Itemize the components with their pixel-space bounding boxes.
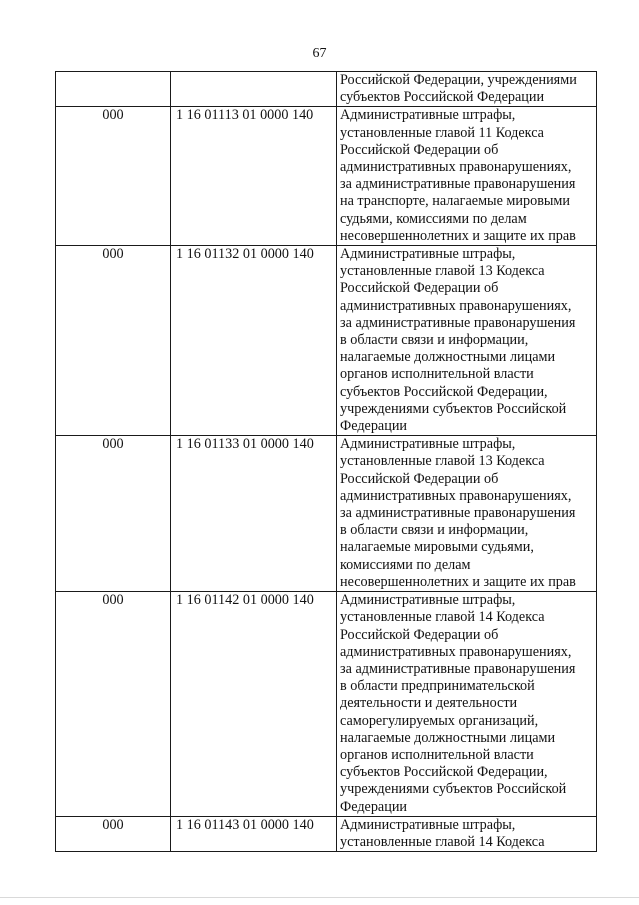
admin-code-cell: 000 <box>56 592 171 817</box>
revenue-name-cell <box>337 436 597 592</box>
revenue-name-line: в области предпринимательской <box>340 678 535 695</box>
revenue-name-line: Российской Федерации об <box>340 470 499 487</box>
revenue-name-line: налагаемые должностными лицами <box>340 349 556 366</box>
revenue-name-line: за административные правонарушения <box>340 660 576 677</box>
revenue-name-line: в области связи и информации, <box>340 332 529 349</box>
revenue-name-line: субъектов Российской Федерации, <box>340 383 548 400</box>
revenue-name-line: Федерации <box>340 418 408 435</box>
revenue-name-line: за административные правонарушения <box>340 176 576 193</box>
revenue-name-line: саморегулируемых организаций, <box>340 712 539 729</box>
revenue-name-line: Российской Федерации об <box>340 280 499 297</box>
revenue-name-line: комиссиями по делам <box>340 556 471 573</box>
kbk-code-cell: 1 16 01142 01 0000 140 <box>171 592 337 817</box>
table-row <box>56 246 597 436</box>
revenue-name-line: установленные главой 11 Кодекса <box>340 124 544 141</box>
revenue-name-line: учреждениями субъектов Российской <box>340 400 567 417</box>
revenue-name-line: на транспорте, налагаемые мировыми <box>340 193 570 210</box>
table-row <box>56 816 597 851</box>
page-bottom-edge <box>0 897 639 898</box>
kbk-code-cell: 1 16 01133 01 0000 140 <box>171 436 337 592</box>
revenue-name-line: судьями, комиссиями по делам <box>340 210 527 227</box>
table-row <box>56 592 597 817</box>
revenue-name-line: налагаемые должностными лицами <box>340 729 556 746</box>
kbk-code-cell: 1 16 01113 01 0000 140 <box>171 107 337 246</box>
revenue-name-line: административных правонарушениях, <box>340 297 572 314</box>
revenue-name-line: административных правонарушениях, <box>340 487 572 504</box>
revenue-name-line: за административные правонарушения <box>340 314 576 331</box>
revenue-name-line: установленные главой 14 Кодекса <box>340 833 545 850</box>
revenue-name-cell <box>337 246 597 436</box>
admin-code-cell: 000 <box>56 246 171 436</box>
revenue-name-line: Административные штрафы, <box>340 436 516 453</box>
revenue-name-cell <box>337 592 597 817</box>
table-row <box>56 436 597 592</box>
revenue-name-line: Административные штрафы, <box>340 816 516 833</box>
kbk-code-cell: 1 16 01132 01 0000 140 <box>171 246 337 436</box>
revenue-name-cell <box>337 107 597 246</box>
budget-classification-table <box>55 71 597 852</box>
table-row <box>56 107 597 246</box>
revenue-name-line: за административные правонарушения <box>340 505 576 522</box>
revenue-name-line: административных правонарушениях, <box>340 159 572 176</box>
revenue-name-line: Федерации <box>340 798 408 815</box>
admin-code-cell: 000 <box>56 816 171 851</box>
admin-code-cell: 000 <box>56 436 171 592</box>
kbk-code-cell <box>171 72 337 107</box>
revenue-name-cell <box>337 816 597 851</box>
revenue-name-line: субъектов Российской Федерации, <box>340 764 548 781</box>
revenue-name-line: установленные главой 13 Кодекса <box>340 263 545 280</box>
revenue-name-line: Административные штрафы, <box>340 246 516 263</box>
revenue-name-line: административных правонарушениях, <box>340 643 572 660</box>
revenue-name-line: налагаемые мировыми судьями, <box>340 539 534 556</box>
revenue-name-cell <box>337 72 597 107</box>
revenue-name-line: субъектов Российской Федерации <box>340 89 545 106</box>
table-body <box>56 72 597 852</box>
revenue-name-line: несовершеннолетних и защите их прав <box>340 227 576 244</box>
revenue-name-line: Российской Федерации об <box>340 141 499 158</box>
revenue-name-line: органов исполнительной власти <box>340 746 534 763</box>
revenue-name-line: несовершеннолетних и защите их прав <box>340 573 576 590</box>
revenue-name-line: в области связи и информации, <box>340 522 529 539</box>
revenue-name-line: деятельности и деятельности <box>340 695 518 712</box>
admin-code-cell <box>56 72 171 107</box>
revenue-name-line: Административные штрафы, <box>340 107 516 124</box>
revenue-name-line: органов исполнительной власти <box>340 366 534 383</box>
kbk-code-cell: 1 16 01143 01 0000 140 <box>171 816 337 851</box>
admin-code-cell: 000 <box>56 107 171 246</box>
page-number: 67 <box>312 46 327 61</box>
revenue-name-line: установленные главой 14 Кодекса <box>340 609 545 626</box>
revenue-name-line: Российской Федерации, учреждениями <box>340 72 577 88</box>
revenue-name-line: Российской Федерации об <box>340 626 499 643</box>
revenue-name-line: учреждениями субъектов Российской <box>340 781 567 798</box>
revenue-name-line: Административные штрафы, <box>340 592 516 609</box>
revenue-name-line: установленные главой 13 Кодекса <box>340 453 545 470</box>
table-row <box>56 72 597 107</box>
